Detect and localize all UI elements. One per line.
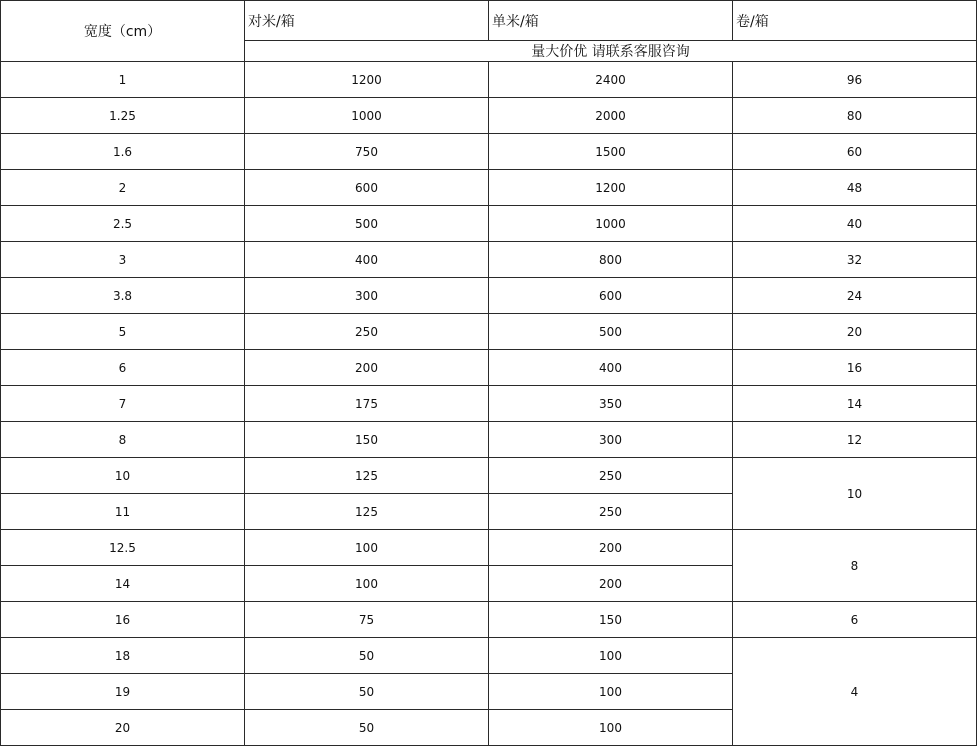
cell-width: 18 xyxy=(1,638,245,674)
cell-width: 2.5 xyxy=(1,206,245,242)
cell-rolls: 4 xyxy=(733,638,977,746)
cell-single-meters: 400 xyxy=(489,350,733,386)
cell-width: 16 xyxy=(1,602,245,638)
cell-width: 3 xyxy=(1,242,245,278)
table-row xyxy=(1,314,977,350)
cell-single-meters: 200 xyxy=(489,530,733,566)
header-pair-meters: 对米/箱 xyxy=(245,1,489,41)
cell-rolls: 12 xyxy=(733,422,977,458)
cell-rolls: 48 xyxy=(733,170,977,206)
cell-width: 19 xyxy=(1,674,245,710)
cell-rolls: 40 xyxy=(733,206,977,242)
table-row xyxy=(1,242,977,278)
table-row xyxy=(1,206,977,242)
cell-single-meters: 150 xyxy=(489,602,733,638)
table-row xyxy=(1,638,977,674)
cell-rolls: 60 xyxy=(733,134,977,170)
table-row xyxy=(1,170,977,206)
cell-single-meters: 200 xyxy=(489,566,733,602)
cell-width: 11 xyxy=(1,494,245,530)
cell-pair-meters: 500 xyxy=(245,206,489,242)
cell-single-meters: 500 xyxy=(489,314,733,350)
cell-single-meters: 300 xyxy=(489,422,733,458)
cell-pair-meters: 125 xyxy=(245,458,489,494)
cell-width: 3.8 xyxy=(1,278,245,314)
cell-single-meters: 2400 xyxy=(489,62,733,98)
table-row xyxy=(1,98,977,134)
cell-pair-meters: 1000 xyxy=(245,98,489,134)
cell-single-meters: 1200 xyxy=(489,170,733,206)
cell-rolls: 8 xyxy=(733,530,977,602)
table-row xyxy=(1,134,977,170)
cell-single-meters: 800 xyxy=(489,242,733,278)
cell-pair-meters: 50 xyxy=(245,674,489,710)
cell-rolls: 16 xyxy=(733,350,977,386)
cell-single-meters: 250 xyxy=(489,458,733,494)
cell-pair-meters: 150 xyxy=(245,422,489,458)
cell-width: 1.6 xyxy=(1,134,245,170)
cell-single-meters: 100 xyxy=(489,638,733,674)
cell-width: 1 xyxy=(1,62,245,98)
table-row xyxy=(1,602,977,638)
cell-width: 1.25 xyxy=(1,98,245,134)
bulk-price-notice: 量大价优 请联系客服咨询 xyxy=(245,41,977,62)
cell-pair-meters: 50 xyxy=(245,638,489,674)
spec-table-body xyxy=(1,1,977,746)
cell-width: 7 xyxy=(1,386,245,422)
cell-single-meters: 250 xyxy=(489,494,733,530)
cell-pair-meters: 600 xyxy=(245,170,489,206)
cell-width: 14 xyxy=(1,566,245,602)
cell-single-meters: 2000 xyxy=(489,98,733,134)
table-row xyxy=(1,278,977,314)
cell-pair-meters: 100 xyxy=(245,530,489,566)
table-row xyxy=(1,62,977,98)
cell-pair-meters: 100 xyxy=(245,566,489,602)
cell-pair-meters: 250 xyxy=(245,314,489,350)
cell-rolls: 24 xyxy=(733,278,977,314)
cell-width: 5 xyxy=(1,314,245,350)
cell-single-meters: 1000 xyxy=(489,206,733,242)
table-row xyxy=(1,422,977,458)
cell-pair-meters: 125 xyxy=(245,494,489,530)
table-row xyxy=(1,386,977,422)
cell-single-meters: 100 xyxy=(489,710,733,746)
cell-width: 12.5 xyxy=(1,530,245,566)
cell-rolls: 96 xyxy=(733,62,977,98)
cell-rolls: 32 xyxy=(733,242,977,278)
cell-width: 20 xyxy=(1,710,245,746)
header-width: 宽度（cm） xyxy=(1,1,245,62)
cell-rolls: 10 xyxy=(733,458,977,530)
cell-rolls: 14 xyxy=(733,386,977,422)
cell-rolls: 6 xyxy=(733,602,977,638)
header-single-meters: 单米/箱 xyxy=(489,1,733,41)
cell-pair-meters: 175 xyxy=(245,386,489,422)
table-row xyxy=(1,350,977,386)
header-row xyxy=(1,1,977,41)
cell-pair-meters: 75 xyxy=(245,602,489,638)
cell-rolls: 80 xyxy=(733,98,977,134)
cell-pair-meters: 300 xyxy=(245,278,489,314)
cell-pair-meters: 50 xyxy=(245,710,489,746)
cell-width: 8 xyxy=(1,422,245,458)
cell-pair-meters: 750 xyxy=(245,134,489,170)
cell-single-meters: 350 xyxy=(489,386,733,422)
cell-width: 6 xyxy=(1,350,245,386)
cell-pair-meters: 1200 xyxy=(245,62,489,98)
cell-rolls: 20 xyxy=(733,314,977,350)
cell-width: 10 xyxy=(1,458,245,494)
header-rolls: 卷/箱 xyxy=(733,1,977,41)
cell-single-meters: 600 xyxy=(489,278,733,314)
table-row xyxy=(1,530,977,566)
cell-pair-meters: 400 xyxy=(245,242,489,278)
cell-single-meters: 1500 xyxy=(489,134,733,170)
table-row xyxy=(1,458,977,494)
cell-single-meters: 100 xyxy=(489,674,733,710)
cell-width: 2 xyxy=(1,170,245,206)
cell-pair-meters: 200 xyxy=(245,350,489,386)
